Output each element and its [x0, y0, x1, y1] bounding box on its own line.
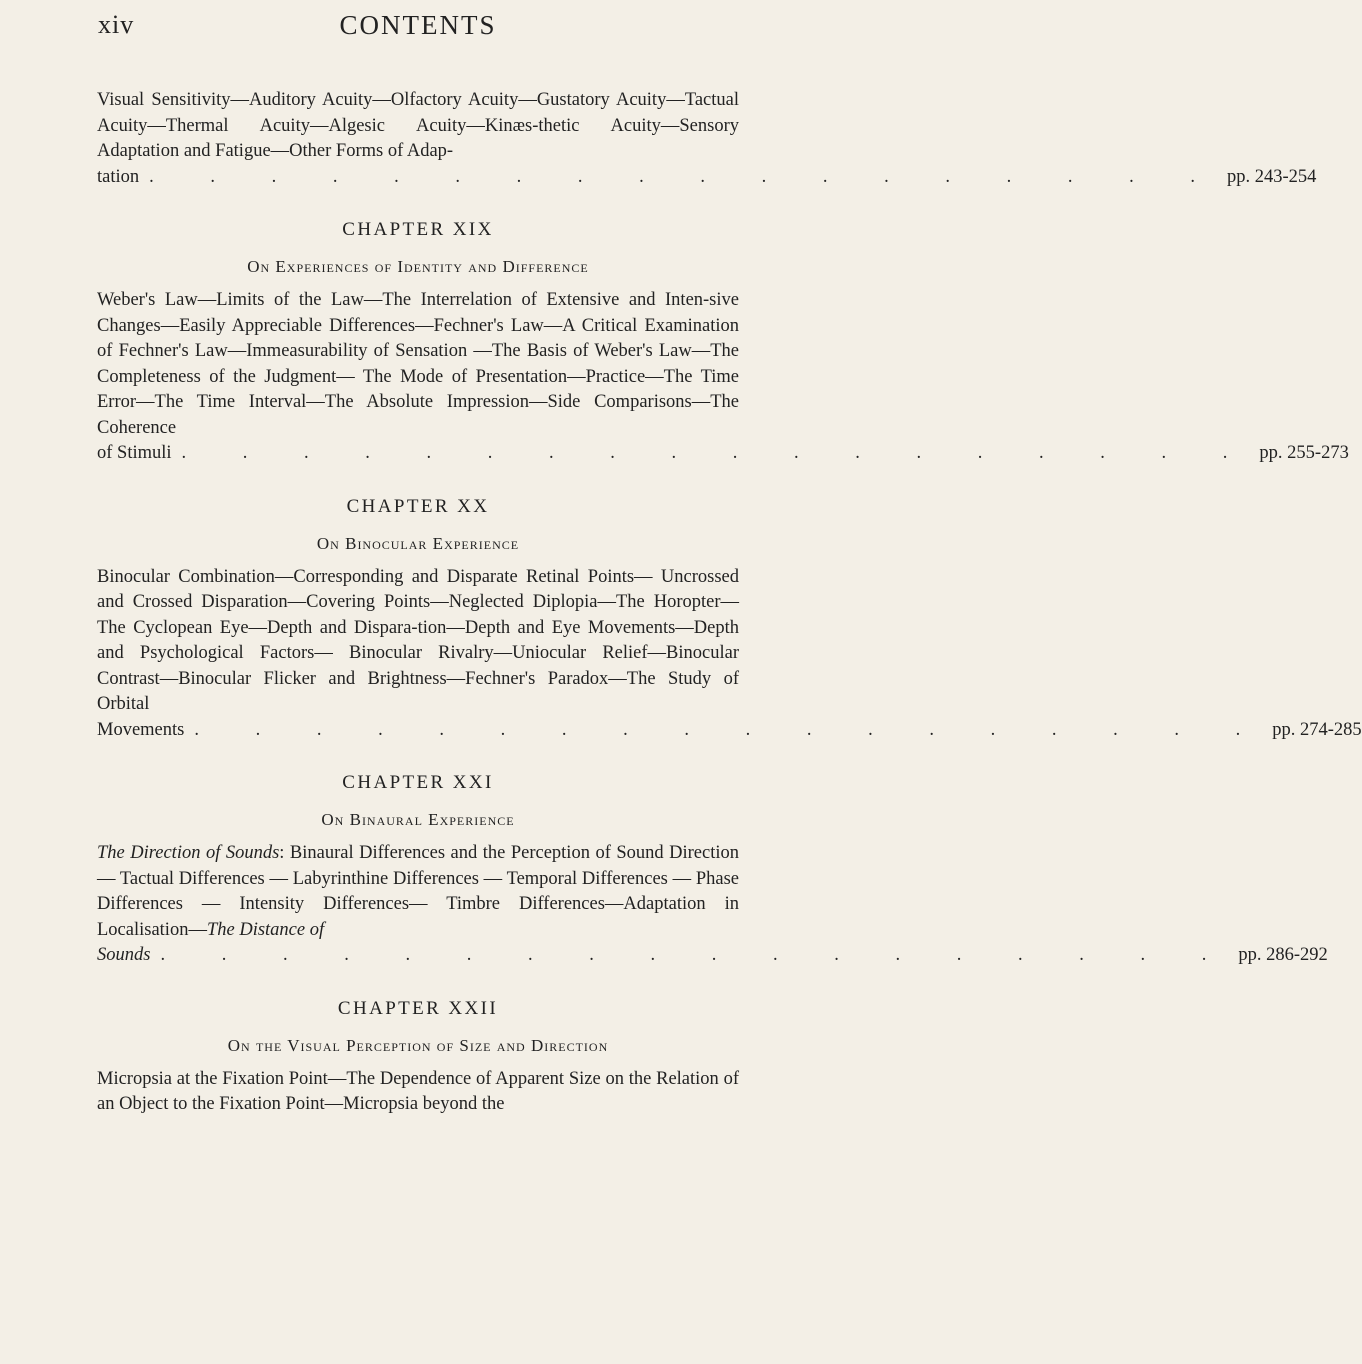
toc-entry: [97, 841, 1328, 969]
entry-italic-trail: The Distance of: [206, 919, 325, 940]
chapter-xx: [97, 495, 1362, 744]
contents-list: [97, 88, 1362, 1118]
dot-leader: . . . . . . . . . . . . . . . . . .: [181, 443, 1254, 463]
chapter-heading: CHAPTER XIX: [342, 219, 494, 240]
page-range: pp. 286-292: [1238, 945, 1328, 965]
entry-tail: of Stimuli: [97, 443, 172, 463]
entry-leader-line: [97, 943, 1328, 969]
entry-leader-line: [97, 718, 1362, 744]
dot-leader: . . . . . . . . . . . . . . . . . .: [149, 166, 1222, 187]
entry-text: : Binaural Differences and the Perception of Sound Direction — Tactual Differences — Labyrinthine Differences — Temporal Differences — Phase Differences — Intensity Differences— Timbre Differences—Adaptation in Localisation—: [97, 843, 739, 940]
chapter-xxii: [97, 997, 739, 1118]
chapter-subtitle: On Binaural Experience: [321, 810, 515, 829]
chapter-subtitle: On Binocular Experience: [316, 533, 520, 553]
entry-tail: Movements: [97, 719, 185, 740]
chapter-subtitle: On the Visual Perception of Size and Direction: [227, 1035, 609, 1055]
dot-leader: . . . . . . . . . . . . . . . . . .: [160, 945, 1233, 965]
chapter-heading: CHAPTER XXI: [342, 772, 494, 793]
chapter-subtitle: On Experiences of Identity and Difference: [247, 257, 589, 276]
entry-tail: tation: [97, 166, 140, 187]
chapter-heading: CHAPTER XX: [346, 495, 490, 517]
entry-text: Weber's Law—Limits of the Law—The Interrelation of Extensive and Inten-sive Changes—Easily Appreciable Differences—Fechner's Law—A Critical Examination of Fechner's Law—Immeasurability of Sensation —The Basis of Weber's Law—The Completeness of the Judgment— The Mode of Presentation—Practice—The Time Error—The Time Interval—The Absolute Impression—Side Comparisons—The Coherence: [97, 290, 739, 438]
toc-entry: [97, 565, 1362, 744]
toc-entry: [97, 288, 1349, 467]
toc-entry-chapter-xviii-continued: [97, 88, 1317, 190]
toc-entry: [97, 1067, 739, 1118]
chapter-xxi: [97, 771, 1328, 969]
running-head: [98, 10, 738, 46]
chapter-heading: CHAPTER XXII: [337, 997, 499, 1019]
entry-italic-lead: The Direction of Sounds: [97, 843, 280, 863]
entry-tail: Sounds: [97, 945, 151, 965]
dot-leader: . . . . . . . . . . . . . . . . . .: [194, 719, 1267, 740]
entry-text: Binocular Combination—Corresponding and Disparate Retinal Points— Uncrossed and Crossed Disparation—Covering Points—Neglected Diplopia—The Horopter—The Cyclopean Eye—Depth and Dispara-tion—Depth and Eye Movements—Depth and Psychological Factors— Binocular Rivalry—Uniocular Relief—Binocular Contrast—Binocular Flicker and Brightness—Fechner's Paradox—The Study of Orbital: [97, 566, 739, 714]
page-range: pp. 243-254: [1227, 166, 1317, 187]
entry-text: Micropsia at the Fixation Point—The Dependence of Apparent Size on the Relation of an Object to the Fixation Point—Micropsia beyond the: [97, 1068, 739, 1114]
page-number: xiv: [98, 10, 135, 39]
entry-leader-line: [97, 165, 1317, 191]
page-range: pp. 255-273: [1259, 443, 1349, 463]
page-range: pp. 274-285: [1272, 719, 1362, 740]
entry-text: Visual Sensitivity—Auditory Acuity—Olfactory Acuity—Gustatory Acuity—Tactual Acuity—Thermal Acuity—Algesic Acuity—Kinæs-thetic Acuity—Sensory Adaptation and Fatigue—Other Forms of Adap-: [97, 90, 739, 161]
running-title: CONTENTS: [339, 10, 497, 40]
chapter-xix: [97, 218, 1349, 467]
entry-leader-line: [97, 441, 1349, 467]
